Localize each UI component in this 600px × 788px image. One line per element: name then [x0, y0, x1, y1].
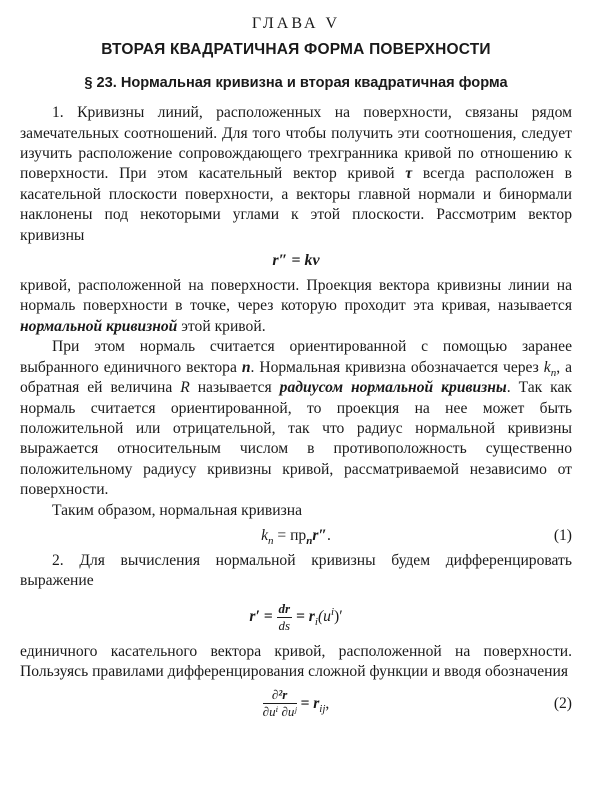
term-normal-radius: радиусом нормальной кривизны	[279, 379, 507, 397]
paragraph-4: Таким образом, нормальная кривизна	[52, 501, 303, 519]
p1-text-a: 1. Кривизны линий, расположенных на поверхности, связаны рядом замечательных соотношений. Для того чтобы получить эти соотношения, следует изучить расположение сопровождающего трехгранника кривой по отношению к поверхности. При этом касательный вектор кривой	[20, 104, 572, 183]
equation-number-2: (2)	[553, 694, 572, 712]
formula-tangent-vector: r′ = $\frac{dr}{ds}$ = $r_i(u^i)'$	[249, 600, 343, 633]
section-heading: § 23. Нормальная кривизна и вторая квадратичная форма	[84, 74, 508, 91]
p3-text-d: называется	[189, 379, 280, 397]
chapter-title: ВТОРАЯ КВАДРАТИЧНАЯ ФОРМА ПОВЕРХНОСТИ	[101, 41, 491, 59]
p1-text-b: всегда расположен в касательной плоскости поверхности, а векторы главной нормали и бинормали наклонены под некоторыми углами к этой плоскости. Рассмотрим вектор кривизны	[20, 165, 572, 244]
p2-text-a: кривой, расположенной на поверхности. Проекция вектора кривизны линии на нормаль поверхности в точке, через которую проходит эта кривая, называется	[20, 277, 572, 315]
paragraph-2	[20, 276, 572, 337]
normal-vector-symbol: n	[241, 358, 251, 376]
paragraph-3	[20, 337, 572, 500]
tau-symbol: τ	[405, 165, 413, 183]
p3-text-c: , а обратная ей величина	[20, 358, 572, 397]
p2-text-b: этой кривой.	[177, 317, 266, 335]
equation-number-1: (1)	[553, 526, 572, 544]
formula-normal-curvature: $k_n = пр_nr''$. (1)	[20, 521, 572, 551]
radius-symbol: R	[180, 379, 190, 397]
paragraph-5: 2. Для вычисления нормальной кривизны будем дифференцировать выражение	[20, 551, 572, 590]
p3-text-b: . Нормальная кривизна обозначается через	[250, 358, 544, 376]
p3-text-a: При этом нормаль считается ориентированной с помощью заранее выбранного единичного вектора	[20, 338, 572, 376]
formula-curvature-vector: r″ = kν	[272, 252, 320, 270]
chapter-heading: ГЛАВА V	[251, 15, 341, 32]
paragraph-1	[20, 103, 572, 246]
term-normal-curvature: нормальной кривизной	[20, 317, 178, 335]
paragraph-6: единичного касательного вектора кривой, расположенной на поверхности. Пользуясь правилами дифференцирования сложной функции и вводя обозначения	[20, 642, 572, 681]
formula-second-derivative: $\frac{\text{∂²r}}{\text{∂uⁱ ∂uʲ}}$ = $r_{ij}$, (2)	[20, 683, 572, 725]
kn-symbol: $k_n$	[543, 358, 557, 379]
p3-text-e: . Так как нормаль считается ориентированной, то проекция на нее может быть положительной или отрицательной, так что радиус нормальной кривизны выражается относительным числом в противоположность существенно положительному радиусу кривизны кривой, рассматриваемой независимо от поверхности.	[20, 379, 573, 499]
